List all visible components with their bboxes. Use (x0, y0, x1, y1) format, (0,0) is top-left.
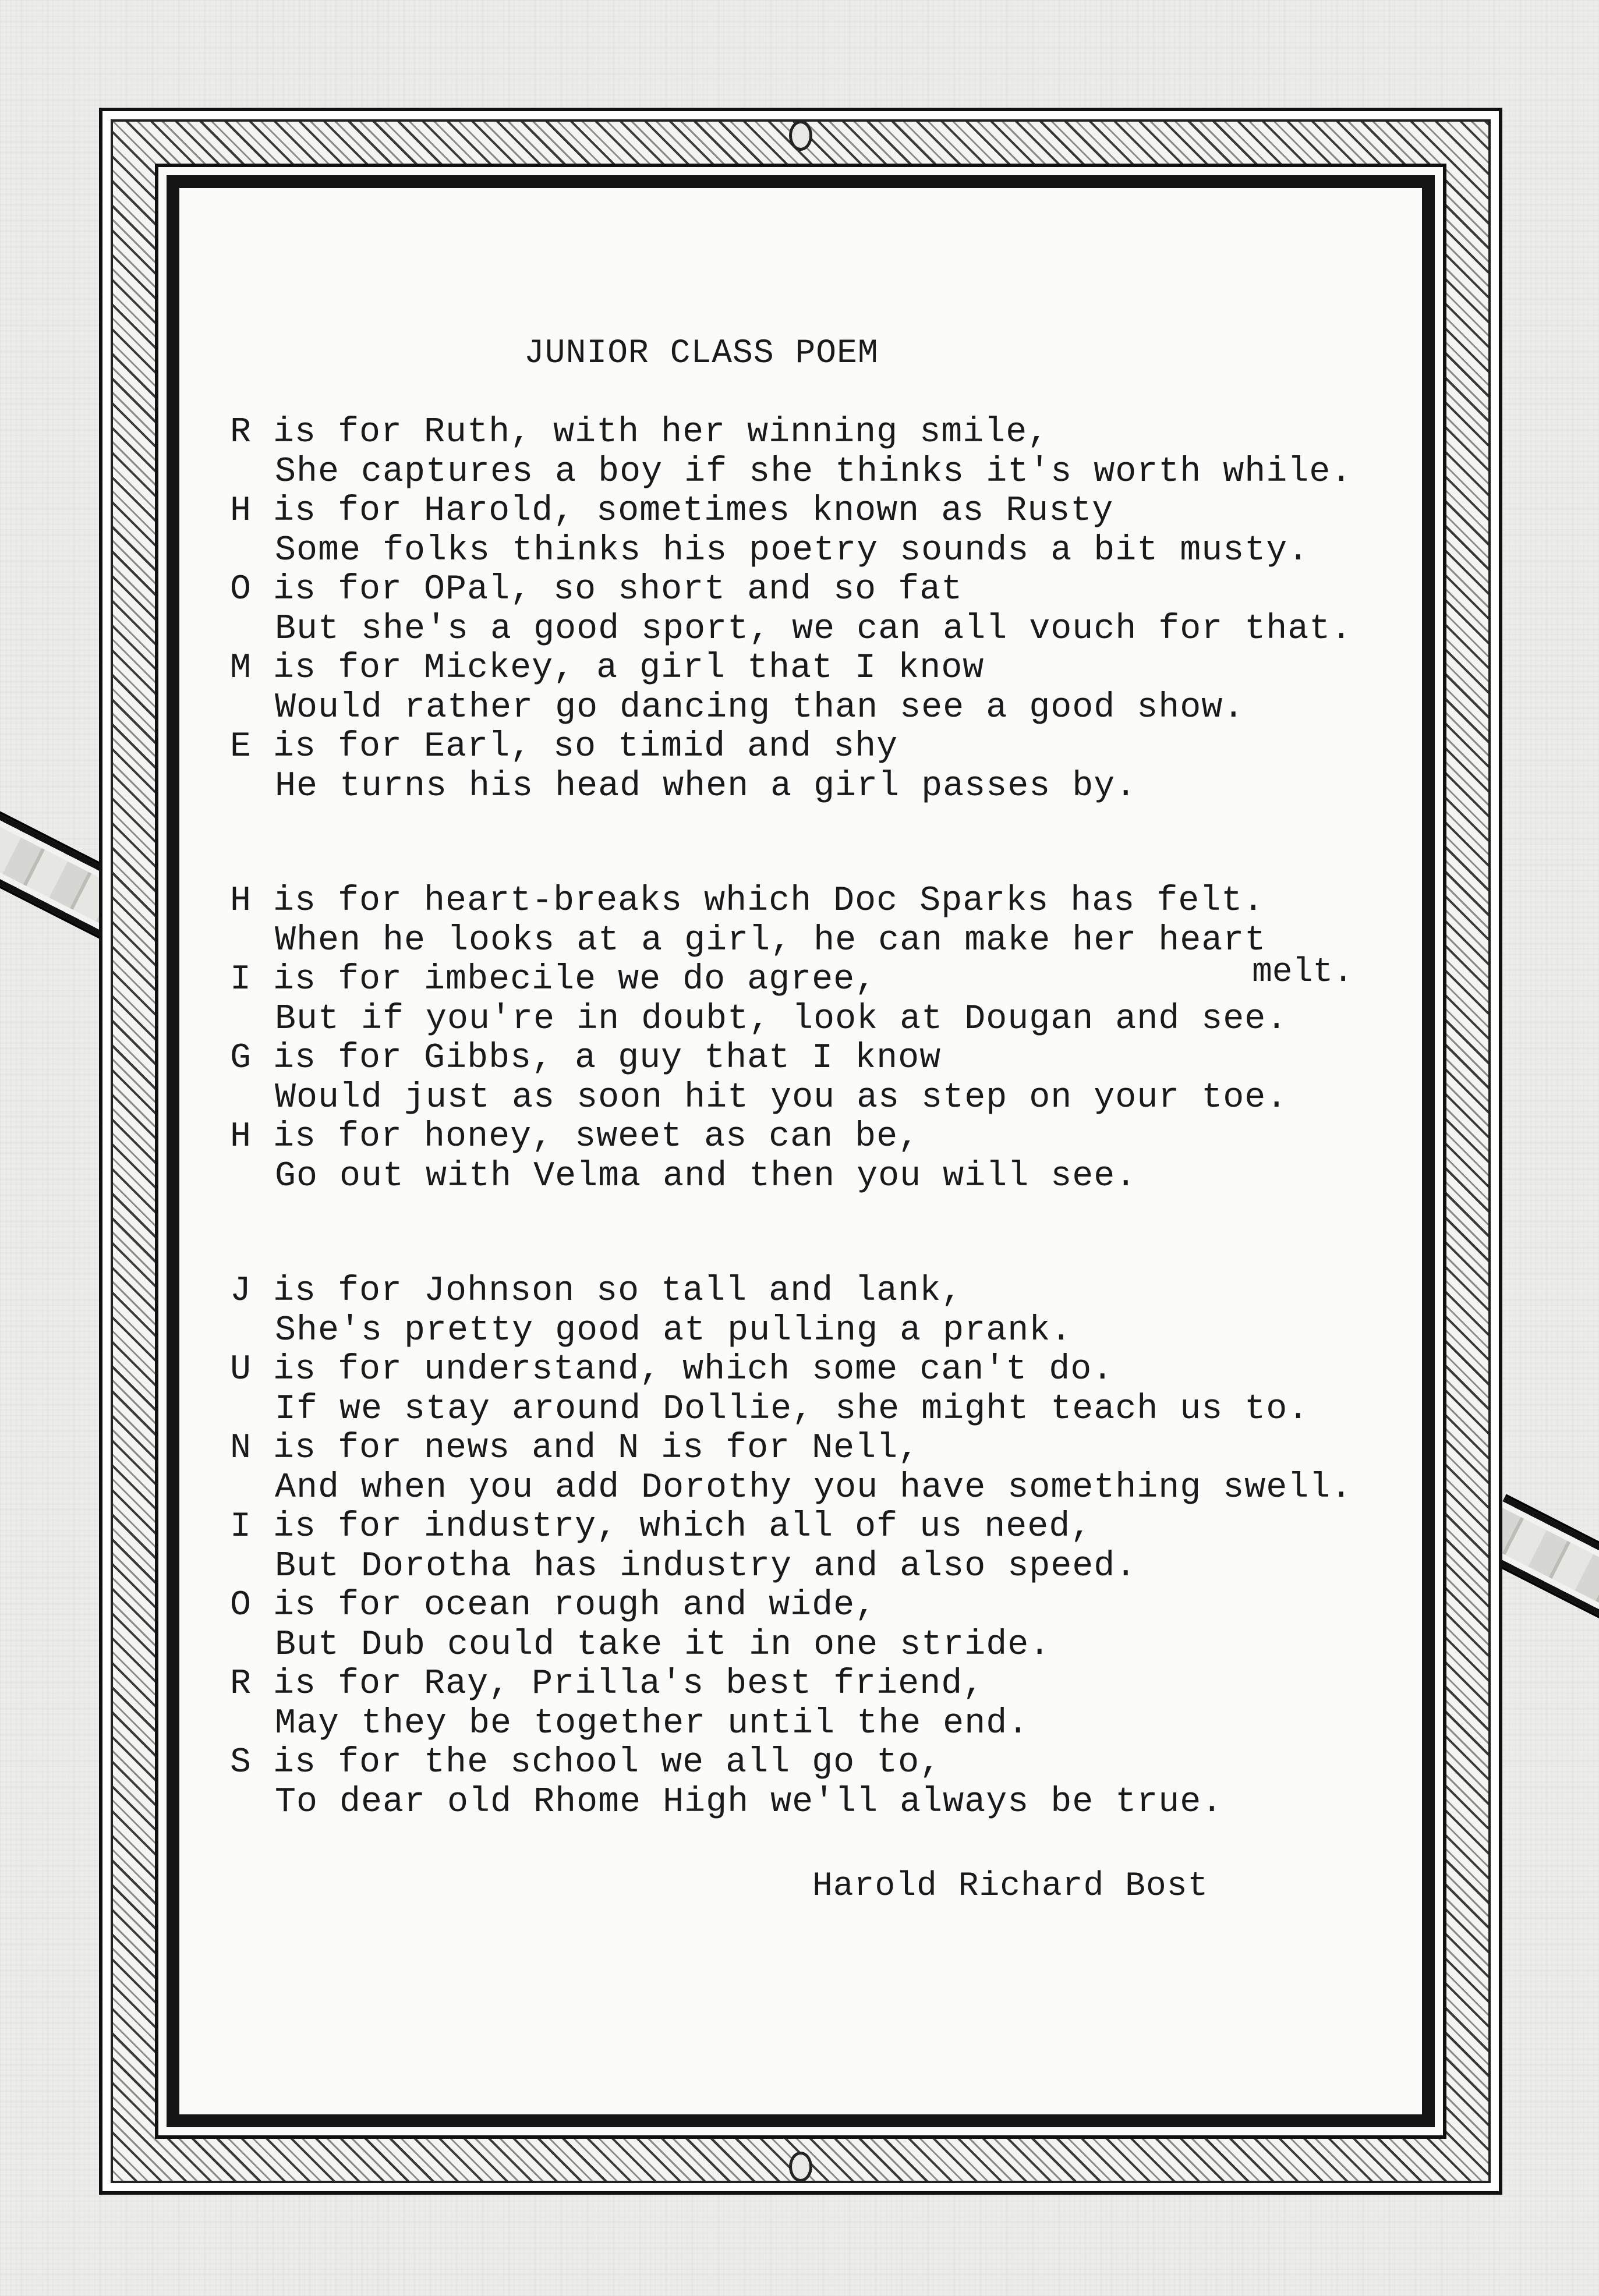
poem-line: R is for Ruth, with her winning smile, (230, 413, 1049, 452)
author-signature: Harold Richard Bost (812, 1868, 1209, 1905)
poem-line: And when you add Dorothy you have something swell. (275, 1468, 1353, 1508)
poem-line-overflow: melt. (1252, 954, 1354, 991)
page-title: JUNIOR CLASS POEM (524, 335, 879, 373)
poem-line: O is for ocean rough and wide, (230, 1586, 877, 1625)
stanza-high (230, 882, 1441, 1196)
poem-line: He turns his head when a girl passes by. (275, 766, 1137, 806)
poem-line: Some folks thinks his poetry sounds a bit musty. (275, 530, 1310, 571)
poem-line: But she's a good sport, we can all vouch for that. (275, 609, 1353, 649)
poem-line: If we stay around Dollie, she might teach us to. (275, 1389, 1310, 1429)
poem-line: U is for understand, which some can't do. (230, 1350, 1114, 1390)
poem-line: S is for the school we all go to, (230, 1743, 942, 1783)
poem-line: I is for industry, which all of us need, (230, 1507, 1092, 1547)
poem-line: But if you're in doubt, look at Dougan and see. (275, 999, 1288, 1039)
poem-line: She's pretty good at pulling a prank. (275, 1310, 1073, 1351)
poem-line: O is for OPal, so short and so fat (230, 570, 963, 610)
poem-line: Would just as soon hit you as step on your toe. (275, 1078, 1288, 1118)
poem-line: But Dub could take it in one stride. (275, 1625, 1051, 1665)
poem-line: But Dorotha has industry and also speed. (275, 1546, 1137, 1586)
poem-line: M is for Mickey, a girl that I know (230, 649, 985, 688)
stanza-rhome (230, 413, 1441, 806)
frame-ornament-top (789, 121, 812, 151)
poem-line: N is for news and N is for Nell, (230, 1429, 920, 1468)
poem-line: To dear old Rhome High we'll always be true. (275, 1782, 1223, 1822)
poem-line: H is for Harold, sometimes known as Rusty (230, 491, 1114, 531)
poem-line: J is for Johnson so tall and lank, (230, 1271, 963, 1311)
poem-line: R is for Ray, Prilla's best friend, (230, 1664, 985, 1704)
poem-line: H is for honey, sweet as can be, (230, 1117, 920, 1157)
poem-line: E is for Earl, so timid and shy (230, 727, 898, 767)
poem-line: May they be together until the end. (275, 1703, 1030, 1744)
poem-line: Go out with Velma and then you will see. (275, 1156, 1137, 1196)
poem-line: Would rather go dancing than see a good show. (275, 688, 1245, 728)
poem-line: G is for Gibbs, a guy that I know (230, 1039, 942, 1078)
frame-ornament-bottom (789, 2152, 812, 2182)
poem-line: She captures a boy if she thinks it's worth while. (275, 452, 1353, 492)
poem-line: H is for heart-breaks which Doc Sparks has felt. (230, 881, 1265, 921)
stanza-juniors (230, 1272, 1441, 1822)
poem-line: When he looks at a girl, he can make her heart (275, 920, 1267, 961)
poem-line: I is for imbecile we do agree, (230, 960, 877, 1000)
